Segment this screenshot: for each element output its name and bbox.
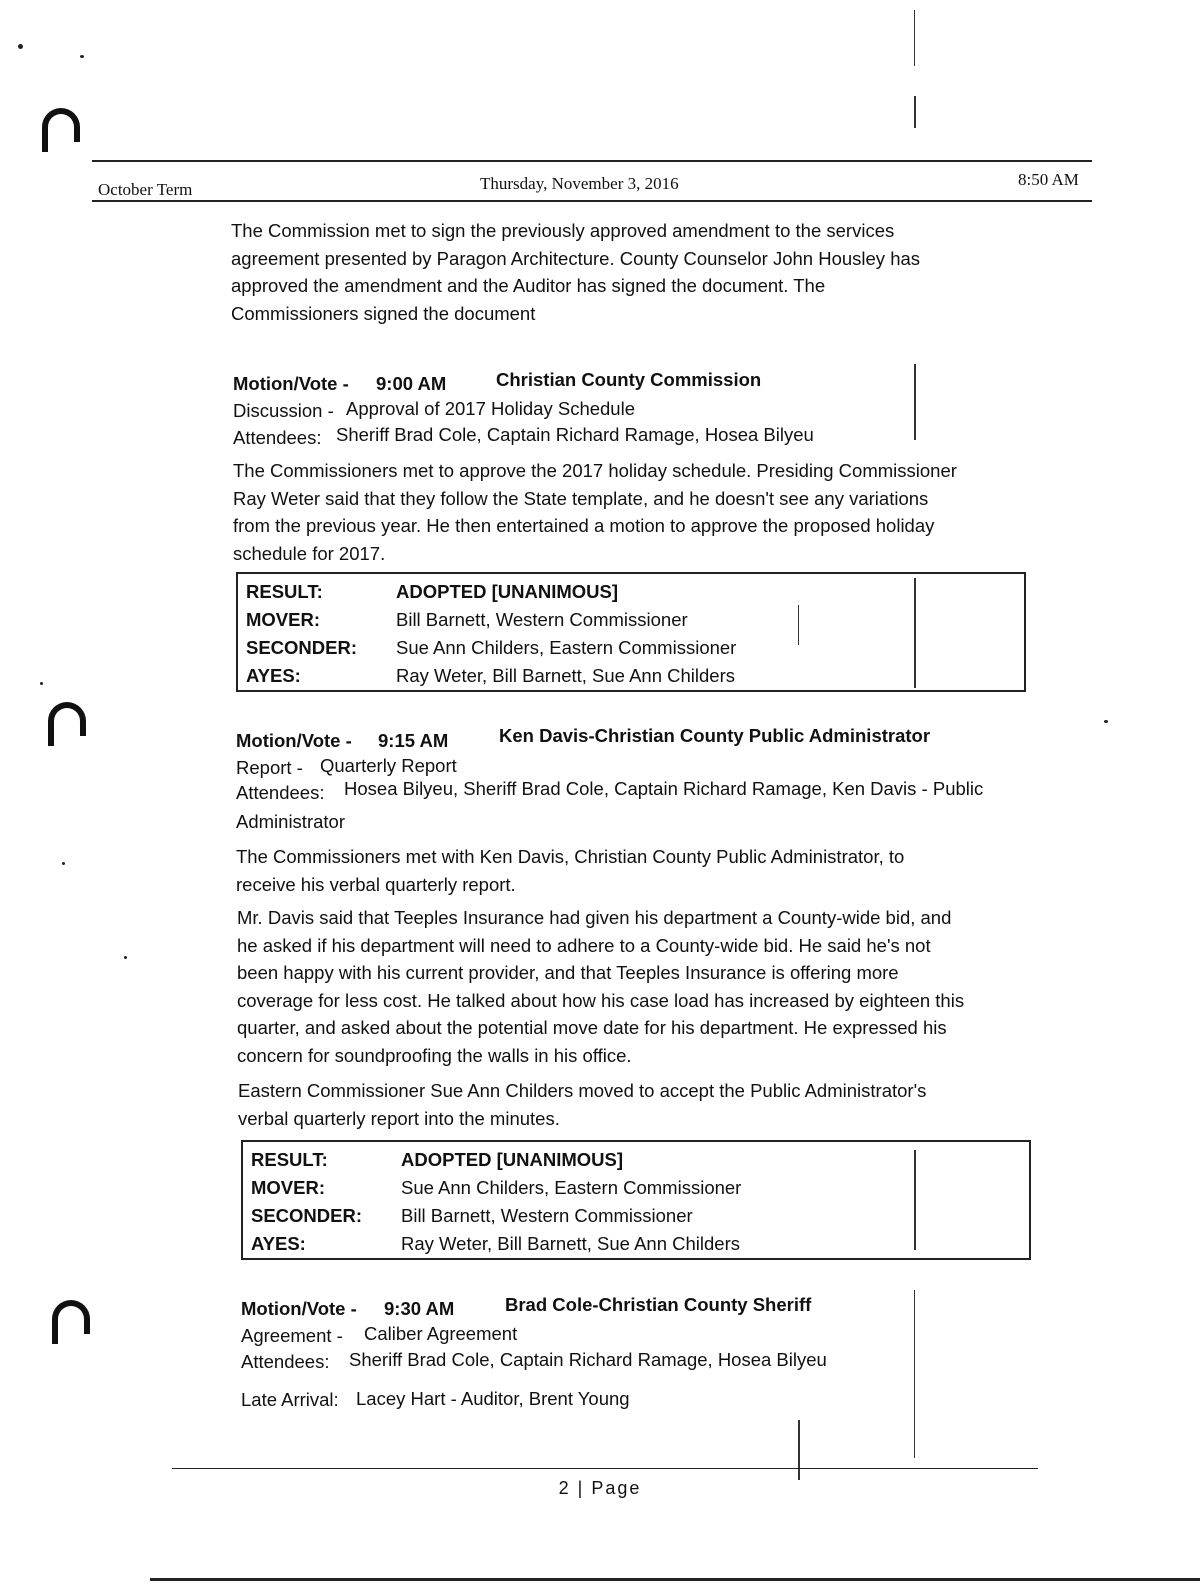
item2-paragraph2-line: quarter, and asked about the potential move date for his department. He expressed his xyxy=(237,1017,947,1038)
header-bottom-rule xyxy=(92,200,1092,202)
vote-seconder-label: SECONDER: xyxy=(246,637,358,658)
item1-paragraph-line: The Commissioners met to approve the 2017 holiday schedule. Presiding Commissioner xyxy=(233,460,957,481)
item2-paragraph2-line: coverage for less cost. He talked about how his case load has increased by eighteen this xyxy=(237,989,965,1011)
item1-label: Motion/Vote - xyxy=(233,373,349,394)
scan-speck xyxy=(124,956,127,959)
vote-row-seconder xyxy=(251,1202,741,1230)
item2-paragraph1 xyxy=(236,843,904,898)
item2-paragraph2-line: been happy with his current provider, and that Teeples Insurance is offering more xyxy=(237,962,899,983)
item2-paragraph3 xyxy=(238,1077,926,1132)
item2-vote-table xyxy=(251,1146,741,1258)
scan-speck xyxy=(80,55,84,58)
vote-row-mover xyxy=(246,606,736,634)
vote-row-result xyxy=(246,578,736,606)
item3-time: 9:30 AM xyxy=(384,1298,455,1319)
item1-body: Christian County Commission xyxy=(496,369,762,390)
scan-speck xyxy=(40,682,43,685)
vote-seconder-value: Sue Ann Childers, Eastern Commissioner xyxy=(396,637,737,658)
header-time: 8:50 AM xyxy=(1018,170,1079,189)
item1-paragraph xyxy=(233,457,957,567)
scan-artifact-line xyxy=(914,1290,915,1458)
item2-paragraph3-line: verbal quarterly report into the minutes. xyxy=(238,1107,560,1129)
footer-rule xyxy=(172,1468,1038,1469)
binder-hole-top xyxy=(42,108,80,142)
vote-seconder-value: Bill Barnett, Western Commissioner xyxy=(401,1205,693,1226)
item2-paragraph2 xyxy=(237,904,964,1069)
scan-artifact-line xyxy=(914,364,916,440)
item1-discussion-label: Discussion - xyxy=(233,400,334,421)
vote-ayes-label: AYES: xyxy=(251,1233,306,1254)
item2-report-label: Report - xyxy=(236,757,303,778)
item2-time: 9:15 AM xyxy=(378,730,449,751)
item3-late-label: Late Arrival: xyxy=(241,1389,339,1410)
item2-attendees-label: Attendees: xyxy=(236,782,325,803)
item3-agreement-label: Agreement - xyxy=(241,1325,343,1346)
vote-row-result xyxy=(251,1146,741,1174)
vote-result-value: ADOPTED [UNANIMOUS] xyxy=(401,1149,623,1170)
vote-mover-label: MOVER: xyxy=(251,1177,325,1198)
item2-attendees-line2: Administrator xyxy=(236,811,345,832)
item2-paragraph1-line: The Commissioners met with Ken Davis, Christian County Public Administrator, to xyxy=(236,846,905,867)
vote-row-mover xyxy=(251,1174,741,1202)
intro-line: The Commission met to sign the previously approved amendment to the services xyxy=(231,220,895,241)
item2-paragraph3-line: Eastern Commissioner Sue Ann Childers moved to accept the Public Administrator's xyxy=(238,1080,927,1101)
item1-discussion: Approval of 2017 Holiday Schedule xyxy=(346,398,635,419)
vote-ayes-label: AYES: xyxy=(246,665,301,686)
header-date: Thursday, November 3, 2016 xyxy=(480,174,679,193)
item2-attendees-line1: Hosea Bilyeu, Sheriff Brad Cole, Captain Richard Ramage, Ken Davis - Public xyxy=(344,778,984,799)
item2-report: Quarterly Report xyxy=(320,755,457,776)
vote-ayes-value: Ray Weter, Bill Barnett, Sue Ann Childers xyxy=(396,665,735,686)
item1-attendees-label: Attendees: xyxy=(233,427,322,448)
header-term: October Term xyxy=(98,180,193,199)
vote-row-seconder xyxy=(246,634,736,662)
item2-body: Ken Davis-Christian County Public Administrator xyxy=(499,725,931,746)
vote-row-ayes xyxy=(251,1230,741,1258)
item3-late: Lacey Hart - Auditor, Brent Young xyxy=(356,1388,630,1409)
item2-paragraph2-line: he asked if his department will need to adhere to a County-wide bid. He said he's not xyxy=(237,934,931,956)
item2-paragraph1-line: receive his verbal quarterly report. xyxy=(236,873,516,895)
scan-speck xyxy=(1104,720,1108,723)
scan-artifact-line xyxy=(914,96,916,128)
intro-line: agreement presented by Paragon Architecture. County Counselor John Housley has xyxy=(231,247,921,269)
item3-attendees: Sheriff Brad Cole, Captain Richard Ramage, Hosea Bilyeu xyxy=(349,1349,827,1370)
item3-attendees-label: Attendees: xyxy=(241,1351,330,1372)
vote-result-value: ADOPTED [UNANIMOUS] xyxy=(396,581,618,602)
item1-vote-box xyxy=(236,572,1026,692)
bottom-edge-rule xyxy=(150,1578,1200,1581)
scan-artifact-line xyxy=(798,1420,800,1480)
vote-mover-value: Bill Barnett, Western Commissioner xyxy=(396,609,688,630)
scan-speck xyxy=(18,44,23,49)
item2-paragraph2-line: Mr. Davis said that Teeples Insurance had given his department a County-wide bid, and xyxy=(237,907,952,928)
binder-hole-bottom xyxy=(52,1300,90,1334)
vote-result-label: RESULT: xyxy=(251,1149,328,1170)
item3-agreement: Caliber Agreement xyxy=(364,1323,518,1344)
item1-paragraph-line: from the previous year. He then entertained a motion to approve the proposed holiday xyxy=(233,515,935,536)
item1-paragraph-line: Ray Weter said that they follow the State template, and he doesn't see any variations xyxy=(233,487,929,509)
intro-line: approved the amendment and the Auditor has signed the document. The xyxy=(231,275,826,296)
item2-vote-box xyxy=(241,1140,1031,1260)
header-top-rule xyxy=(92,160,1092,162)
item3-label: Motion/Vote - xyxy=(241,1298,357,1319)
intro-line: Commissioners signed the document xyxy=(231,302,536,324)
vote-seconder-label: SECONDER: xyxy=(251,1205,363,1226)
scan-speck xyxy=(62,862,65,865)
binder-hole-middle xyxy=(48,702,86,736)
page-number: 2 | Page xyxy=(558,1478,642,1498)
item3-body: Brad Cole-Christian County Sheriff xyxy=(505,1294,812,1315)
item1-time: 9:00 AM xyxy=(376,373,447,394)
item2-paragraph2-line: concern for soundproofing the walls in his office. xyxy=(237,1044,632,1066)
vote-result-label: RESULT: xyxy=(246,581,323,602)
item1-paragraph-line: schedule for 2017. xyxy=(233,542,386,564)
vote-mover-label: MOVER: xyxy=(246,609,320,630)
item2-label: Motion/Vote - xyxy=(236,730,352,751)
vote-row-ayes xyxy=(246,662,736,690)
item1-vote-table xyxy=(246,578,736,690)
vote-ayes-value: Ray Weter, Bill Barnett, Sue Ann Childers xyxy=(401,1233,740,1254)
scan-artifact-line xyxy=(914,10,915,66)
item1-attendees: Sheriff Brad Cole, Captain Richard Ramage, Hosea Bilyeu xyxy=(336,424,814,445)
intro-paragraph xyxy=(231,217,920,327)
vote-mover-value: Sue Ann Childers, Eastern Commissioner xyxy=(401,1177,742,1198)
